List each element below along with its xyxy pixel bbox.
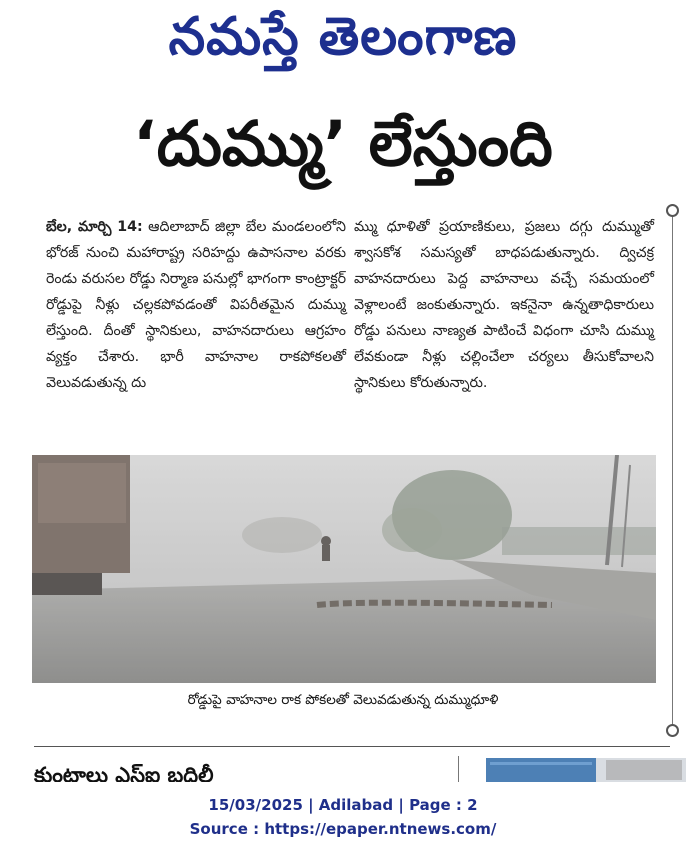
article-headline: ‘దుమ్ము’ లేస్తుంది xyxy=(133,107,553,180)
article-dateline: బేల, మార్చి 14: xyxy=(46,219,143,235)
bottom-divider xyxy=(458,756,459,782)
footer-date-edition: 15/03/2025 | Adilabad | Page : 2 xyxy=(208,796,478,814)
next-article-headline: కుంటాలు ఎస్ఐ బదిలీ xyxy=(34,763,214,782)
photo-caption: రోడ్డుపై వాహనాల రాక పోకలతో వెలువడుతున్న దుమ్ముధూళి xyxy=(187,692,499,708)
article-photo xyxy=(32,455,656,683)
footer-source: Source : https://epaper.ntnews.com/ xyxy=(189,820,497,838)
next-article-photo xyxy=(486,758,686,782)
newspaper-masthead: నమస్తే తెలంగాణ xyxy=(168,7,518,67)
article-column-2: మ్ము ధూళితో ప్రయాణికులు, ప్రజలు దగ్గు దుమ్ముతో శ్వాసకోశ సమస్యతో బాధపడుతున్నారు. ద్విచక్ర వాహనదారులు పెద్ద వాహనాలు వచ్చే సమయంలో వెళ్లాలంటే జంకుతున్నారు. ఇకనైనా ఉన్నతాధికారులు రోడ్డు పనులు నాణ్యత పాటించే విధంగా చూసి దుమ్ము లేవకుండా నీళ్లు చల్లించేలా చర్యలు తీసుకోవాలని స్థానికులు కోరుతున్నారు. xyxy=(354,219,654,391)
clip-marker-bottom xyxy=(666,724,679,737)
bottom-rule xyxy=(34,746,670,747)
clip-marker-top xyxy=(666,204,679,217)
article-column-1-text: ఆదిలాబాద్ జిల్లా బేల మండలంలోని భోరజ్ నుంచి మహారాష్ట్ర సరిహద్దు ఉపాసనాల వరకు రెండు వరుసల రోడ్డు నిర్మాణ పనుల్లో భాగంగా కాంట్రాక్టర్ రోడ్డుపై నీళ్లు చల్లకపోవడంతో విపరీతమైన దుమ్ము లేస్తుంది. దీంతో స్థానికులు, వాహనదారులు ఆగ్రహం వ్యక్తం చేశారు. భారీ వాహనాల రాకపోకలతో వెలువడుతున్న దు xyxy=(46,219,347,391)
vertical-rule xyxy=(672,214,673,734)
article-column-1 xyxy=(46,214,346,396)
